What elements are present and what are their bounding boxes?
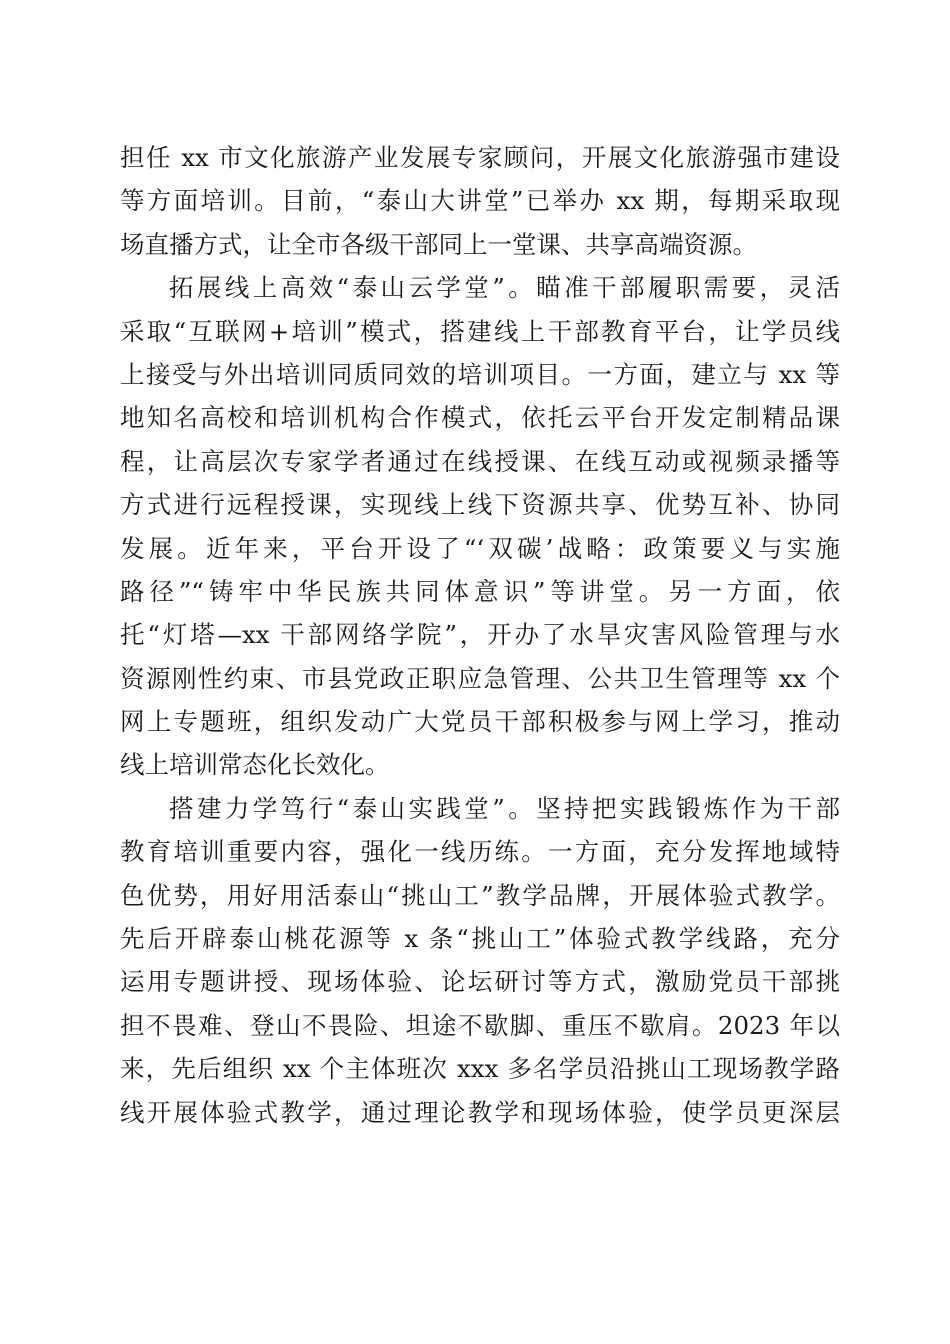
text-line: 发展。近年来，平台开设了“‘双碳’战略：政策要义与实施: [120, 533, 840, 563]
text-line: 搭建力学笃行“泰山实践堂”。坚持把实践锻炼作为干部: [169, 793, 840, 823]
text-line: 色优势，用好用活泰山“挑山工”教学品牌，开展体验式教学。: [120, 880, 840, 910]
text-line: 担不畏难、登山不畏险、坦途不歇脚、重压不歇肩。2023 年以: [120, 1010, 840, 1040]
text-line: 教育培训重要内容，强化一线历练。一方面，充分发挥地域特: [120, 837, 840, 867]
text-line: 方式进行远程授课，实现线上线下资源共享、优势互补、协同: [120, 490, 840, 520]
text-line: 线开展体验式教学，通过理论教学和现场体验，使学员更深层: [120, 1097, 840, 1127]
text-line: 网上专题班，组织发动广大党员干部积极参与网上学习，推动: [120, 707, 840, 737]
text-line: 场直播方式，让全市各级干部同上一堂课、共享高端资源。: [120, 229, 757, 259]
text-line: 托“灯塔—xx 干部网络学院”，开办了水旱灾害风险管理与水: [120, 620, 840, 650]
body-text: [120, 136, 840, 1134]
paragraph-2: [120, 266, 840, 787]
text-line: 先后开辟泰山桃花源等 x 条“挑山工”体验式教学线路，充分: [120, 924, 840, 954]
paragraph-1: [120, 136, 840, 266]
text-line: 来，先后组织 xx 个主体班次 xxx 多名学员沿挑山工现场教学路: [120, 1054, 840, 1084]
text-line: 采取“互联网+培训”模式，搭建线上干部教育平台，让学员线: [120, 316, 840, 346]
text-line: 担任 xx 市文化旅游产业发展专家顾问，开展文化旅游强市建设: [120, 143, 840, 172]
text-line: 运用专题讲授、现场体验、论坛研讨等方式，激励党员干部挑: [120, 967, 840, 997]
text-line: 路径”“铸牢中华民族共同体意识”等讲堂。另一方面，依: [120, 576, 840, 606]
text-line: 程，让高层次专家学者通过在线授课、在线互动或视频录播等: [120, 446, 840, 476]
text-line: 地知名高校和培训机构合作模式，依托云平台开发定制精品课: [120, 403, 840, 433]
text-line: 拓展线上高效“泰山云学堂”。瞄准干部履职需要，灵活: [169, 273, 840, 303]
text-line: 等方面培训。目前，“泰山大讲堂”已举办 xx 期，每期采取现: [120, 186, 840, 216]
text-line: 线上培训常态化长效化。: [120, 750, 390, 780]
text-line: 上接受与外出培训同质同效的培训项目。一方面，建立与 xx 等: [120, 359, 840, 389]
paragraph-3: [120, 787, 840, 1134]
text-line: 资源刚性约束、市县党政正职应急管理、公共卫生管理等 xx 个: [120, 663, 840, 693]
